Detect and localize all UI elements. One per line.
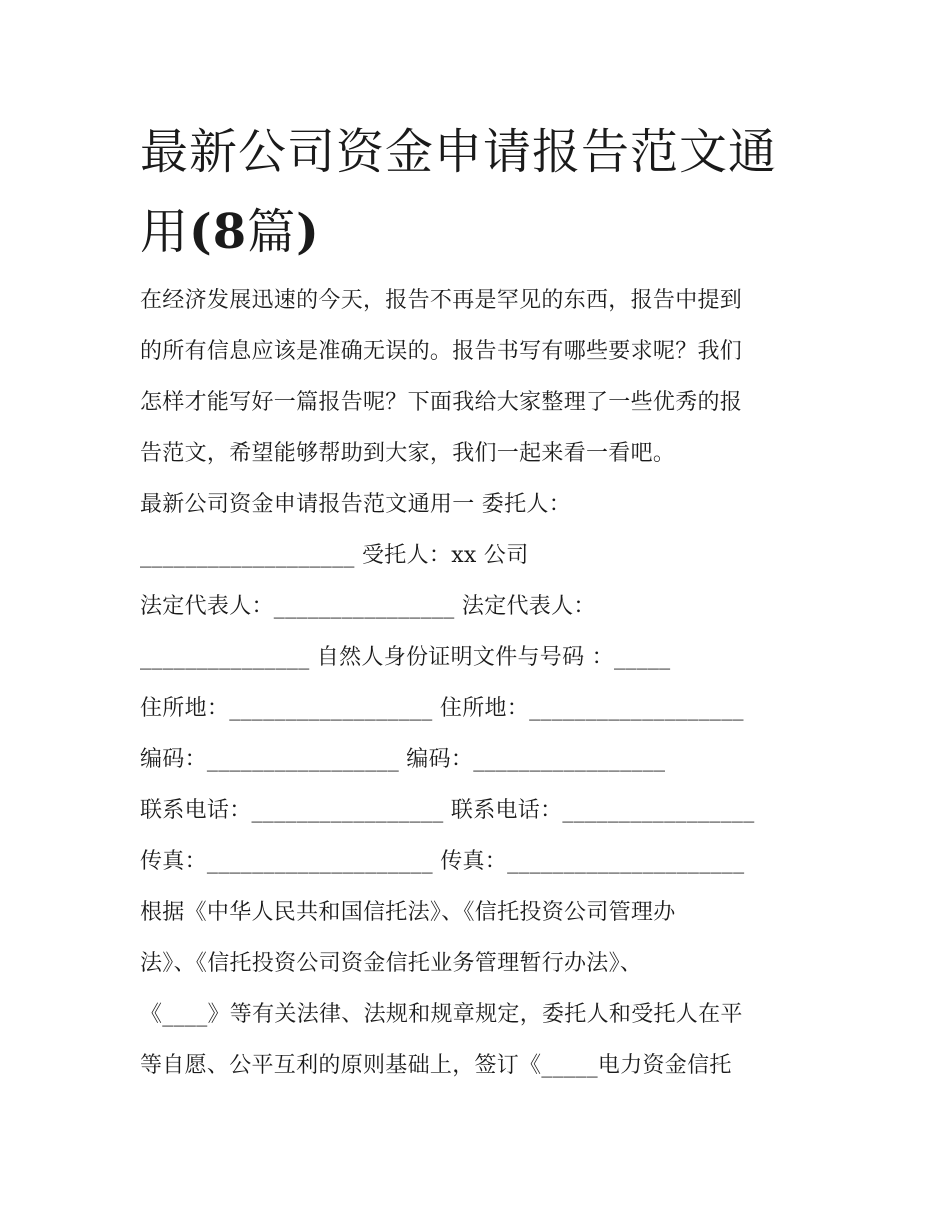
document-title [140, 112, 820, 272]
form-line-fax: 传真：____________________ 传真：_____________________ [140, 849, 745, 874]
body-line: 《____》等有关法律、法规和规章规定，委托人和受托人在平 [140, 1002, 743, 1027]
body-line: 法》、《信托投资公司资金信托业务管理暂行办法》、 [140, 951, 643, 976]
form-line-legal-rep: 法定代表人：________________ 法定代表人： [140, 594, 596, 619]
form-line-phone: 联系电话：_________________ 联系电话：_________________ [140, 798, 755, 823]
title-line-2-suffix: 篇 [247, 204, 297, 260]
body-line: 根据《中华人民共和国信托法》、《信托投资公司管理办 [140, 900, 676, 925]
body-line: 怎样才能写好一篇报告呢？下面我给大家整理了一些优秀的报 [140, 390, 743, 415]
title-line-1: 最新公司资金申请报告范文通 [140, 124, 778, 180]
body-line: 等自愿、公平互利的原则基础上，签订《_____电力资金信托 [140, 1053, 732, 1078]
form-line-trustee: ___________________ 受托人：xx 公司 [140, 543, 529, 568]
body-line: 的所有信息应该是准确无误的。报告书写有哪些要求呢？我们 [140, 339, 743, 364]
body-line: 在经济发展迅速的今天，报告不再是罕见的东西，报告中提到 [140, 288, 743, 313]
form-line-id-number: _______________ 自然人身份证明文件与号码 ：_____ [140, 645, 671, 670]
title-line-2-paren-close: ) [296, 204, 320, 260]
body-line: 告范文，希望能够帮助到大家，我们一起来看一看吧。 [140, 441, 676, 466]
section-heading-line: 最新公司资金申请报告范文通用一 委托人： [140, 492, 571, 517]
title-line-2-prefix: 用 [140, 204, 190, 260]
form-line-postcode: 编码：_________________ 编码：_________________ [140, 747, 666, 772]
title-line-2-paren-open: (8 [189, 204, 248, 260]
form-line-address: 住所地：__________________ 住所地：___________________ [140, 696, 744, 721]
document-body [140, 280, 820, 1096]
